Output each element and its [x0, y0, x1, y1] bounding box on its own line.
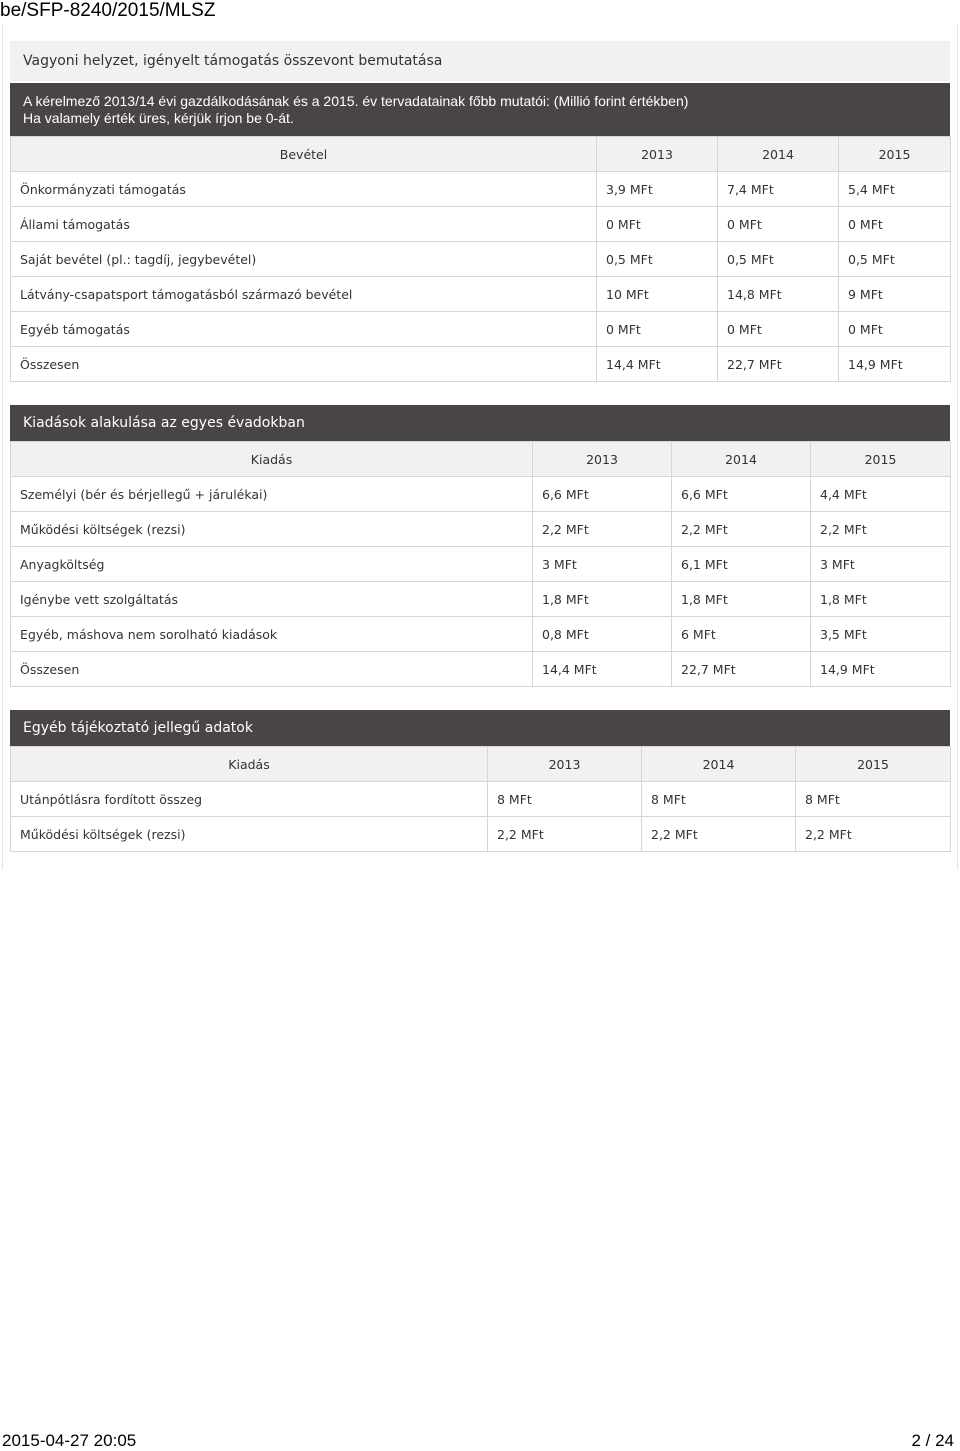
- cell-2015: 0 MFt: [839, 312, 951, 347]
- table-row: [11, 547, 951, 582]
- table-row-total: [11, 347, 951, 382]
- cell-2013: 2,2 MFt: [533, 512, 672, 547]
- table-row: [11, 172, 951, 207]
- table-header-row: [11, 442, 951, 477]
- cell-2015: 3 MFt: [811, 547, 951, 582]
- cell-2013: 0 MFt: [597, 207, 718, 242]
- table-row-total: [11, 652, 951, 687]
- header-cell-2013: 2013: [488, 747, 642, 782]
- cell-2014: 22,7 MFt: [718, 347, 839, 382]
- cell-2013: 14,4 MFt: [597, 347, 718, 382]
- cell-2015: 0,5 MFt: [839, 242, 951, 277]
- cell-2013: 0,8 MFt: [533, 617, 672, 652]
- income-table: [10, 136, 951, 382]
- header-cell-category: Kiadás: [11, 442, 533, 477]
- section-title-assets: Vagyoni helyzet, igényelt támogatás összevont bemutatása: [10, 41, 950, 81]
- cell-2013: 8 MFt: [488, 782, 642, 817]
- row-label: Összesen: [11, 652, 533, 687]
- cell-2014: 0 MFt: [718, 312, 839, 347]
- cell-2015: 2,2 MFt: [796, 817, 951, 852]
- cell-2013: 10 MFt: [597, 277, 718, 312]
- section-title-other: Egyéb tájékoztató jellegű adatok: [10, 710, 950, 746]
- table-row: [11, 207, 951, 242]
- cell-2015: 4,4 MFt: [811, 477, 951, 512]
- other-data-table: [10, 746, 951, 852]
- cell-2015: 5,4 MFt: [839, 172, 951, 207]
- row-label: Egyéb támogatás: [11, 312, 597, 347]
- table-header-row: [11, 137, 951, 172]
- header-cell-category: Bevétel: [11, 137, 597, 172]
- cell-2014: 1,8 MFt: [672, 582, 811, 617]
- cell-2015: 0 MFt: [839, 207, 951, 242]
- cell-2013: 0 MFt: [597, 312, 718, 347]
- cell-2013: 0,5 MFt: [597, 242, 718, 277]
- header-cell-2014: 2014: [672, 442, 811, 477]
- row-label: Működési költségek (rezsi): [11, 817, 488, 852]
- table-row: [11, 817, 951, 852]
- table-row: [11, 277, 951, 312]
- cell-2014: 6 MFt: [672, 617, 811, 652]
- header-cell-2015: 2015: [811, 442, 951, 477]
- table-row: [11, 582, 951, 617]
- table-row: [11, 512, 951, 547]
- cell-2014: 22,7 MFt: [672, 652, 811, 687]
- header-cell-2014: 2014: [642, 747, 796, 782]
- cell-2015: 3,5 MFt: [811, 617, 951, 652]
- table-row: [11, 782, 951, 817]
- cell-2015: 14,9 MFt: [811, 652, 951, 687]
- cell-2015: 2,2 MFt: [811, 512, 951, 547]
- cell-2014: 6,1 MFt: [672, 547, 811, 582]
- footer-page-number: 2 / 24: [911, 1431, 954, 1450]
- cell-2014: 14,8 MFt: [718, 277, 839, 312]
- intro-box: [10, 83, 950, 136]
- header-cell-category: Kiadás: [11, 747, 488, 782]
- cell-2015: 14,9 MFt: [839, 347, 951, 382]
- row-label: Utánpótlásra fordított összeg: [11, 782, 488, 817]
- header-cell-2013: 2013: [533, 442, 672, 477]
- table-header-row: [11, 747, 951, 782]
- document-id: be/SFP-8240/2015/MLSZ: [0, 0, 216, 21]
- table-row: [11, 312, 951, 347]
- cell-2015: 9 MFt: [839, 277, 951, 312]
- row-label: Saját bevétel (pl.: tagdíj, jegybevétel): [11, 242, 597, 277]
- row-label: Igénybe vett szolgáltatás: [11, 582, 533, 617]
- row-label: Egyéb, máshova nem sorolható kiadások: [11, 617, 533, 652]
- cell-2014: 0 MFt: [718, 207, 839, 242]
- cell-2014: 2,2 MFt: [642, 817, 796, 852]
- cell-2014: 8 MFt: [642, 782, 796, 817]
- row-label: Önkormányzati támogatás: [11, 172, 597, 207]
- row-label: Látvány-csapatsport támogatásból származó bevétel: [11, 277, 597, 312]
- table-row: [11, 242, 951, 277]
- cell-2013: 1,8 MFt: [533, 582, 672, 617]
- header-cell-2013: 2013: [597, 137, 718, 172]
- cell-2014: 0,5 MFt: [718, 242, 839, 277]
- cell-2014: 6,6 MFt: [672, 477, 811, 512]
- cell-2014: 2,2 MFt: [672, 512, 811, 547]
- row-label: Személyi (bér és bérjellegű + járulékai): [11, 477, 533, 512]
- intro-text-line1: A kérelmező 2013/14 évi gazdálkodásának és a 2015. év tervadatainak főbb mutatói: (Millió forint értékben): [23, 93, 689, 109]
- cell-2015: 1,8 MFt: [811, 582, 951, 617]
- row-label: Anyagköltség: [11, 547, 533, 582]
- footer-timestamp: 2015-04-27 20:05: [2, 1431, 137, 1450]
- table-row: [11, 617, 951, 652]
- cell-2013: 14,4 MFt: [533, 652, 672, 687]
- row-label: Összesen: [11, 347, 597, 382]
- cell-2013: 6,6 MFt: [533, 477, 672, 512]
- table-row: [11, 477, 951, 512]
- intro-text-line2: Ha valamely érték üres, kérjük írjon be 0-át.: [23, 110, 294, 126]
- header-cell-2015: 2015: [839, 137, 951, 172]
- row-label: Működési költségek (rezsi): [11, 512, 533, 547]
- cell-2014: 7,4 MFt: [718, 172, 839, 207]
- expense-table: [10, 441, 951, 687]
- cell-2013: 3,9 MFt: [597, 172, 718, 207]
- header-cell-2014: 2014: [718, 137, 839, 172]
- header-cell-2015: 2015: [796, 747, 951, 782]
- cell-2013: 3 MFt: [533, 547, 672, 582]
- cell-2015: 8 MFt: [796, 782, 951, 817]
- section-title-expenses: Kiadások alakulása az egyes évadokban: [10, 405, 950, 441]
- row-label: Állami támogatás: [11, 207, 597, 242]
- cell-2013: 2,2 MFt: [488, 817, 642, 852]
